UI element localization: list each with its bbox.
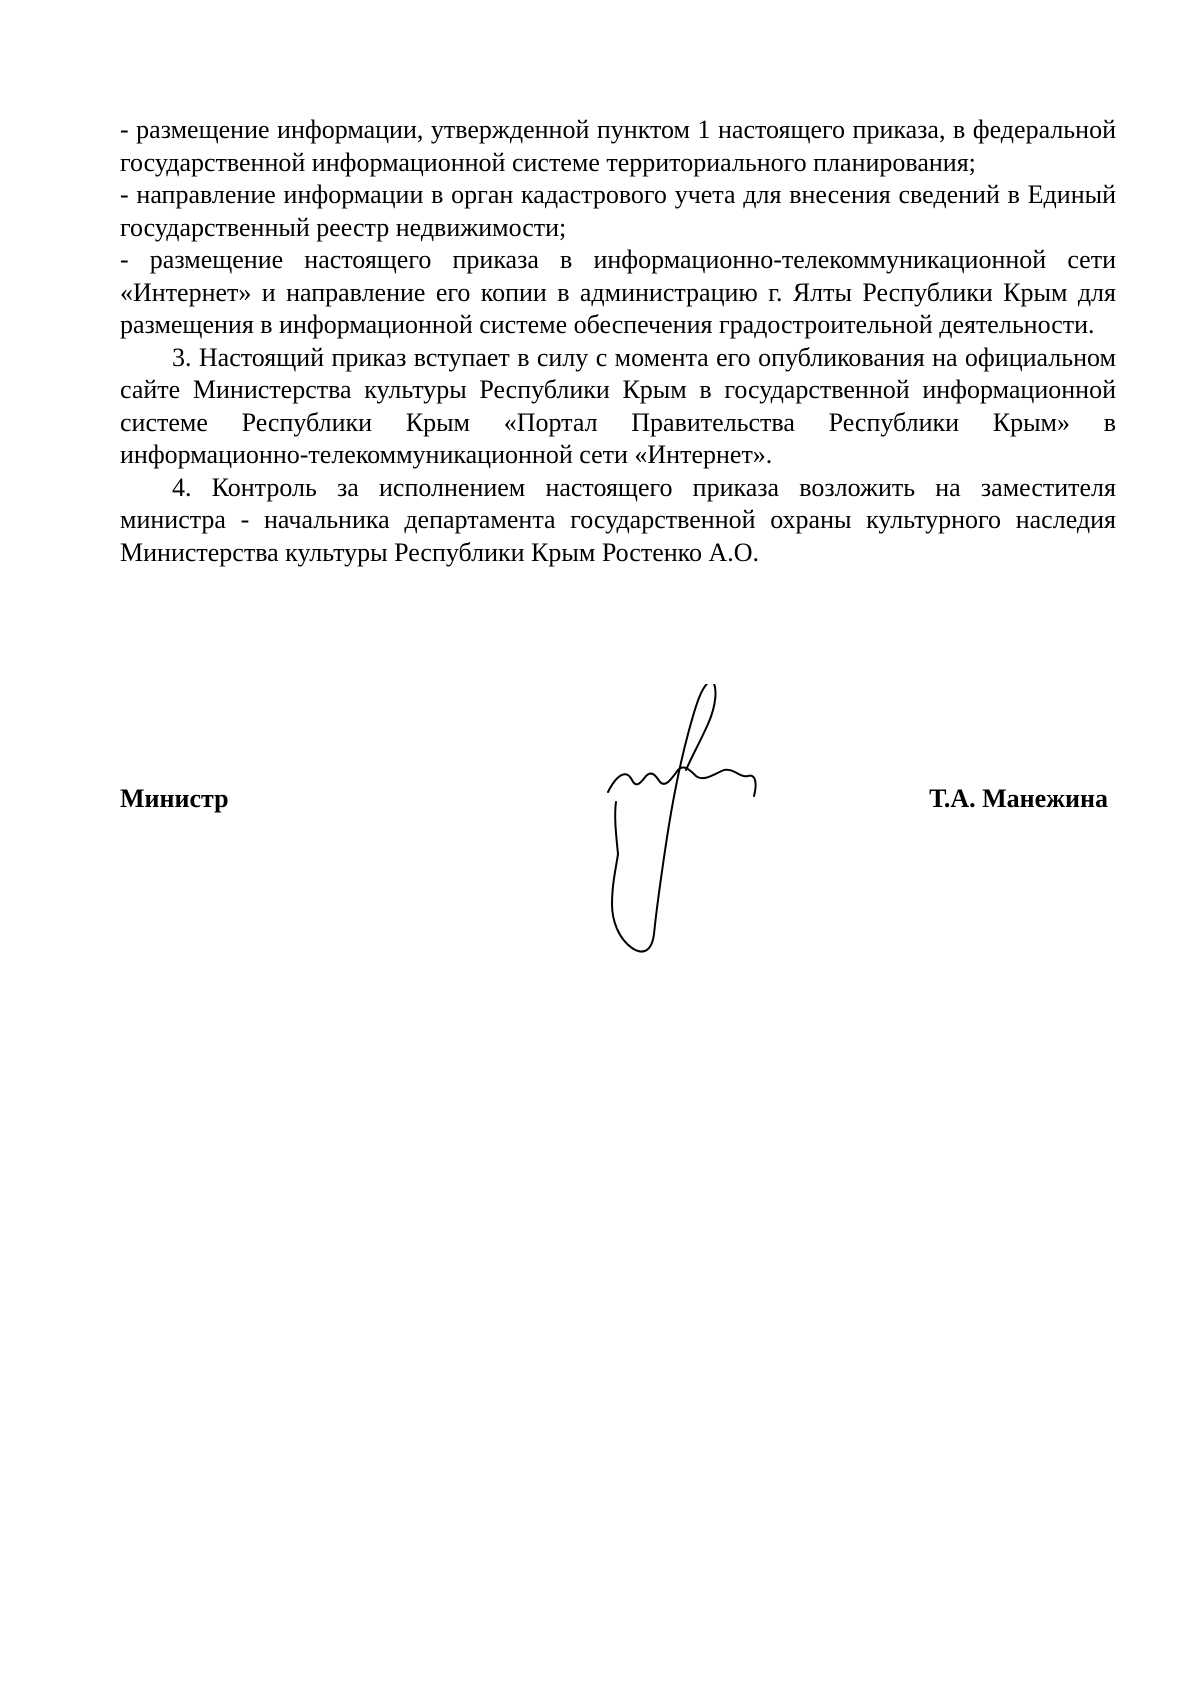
paragraph-item-3: 3. Настоящий приказ вступает в силу с момента его опубликования на официальном сайте Министерства культуры Республики Крым в государственной информационной системе Республики Крым «Портал Правительства Республики Крым» в информационно-телекоммуникационной сети «Интернет».	[120, 342, 1116, 469]
paragraph-item-4: 4. Контроль за исполнением настоящего приказа возложить на заместителя министра - начальника департамента государственной охраны культурного наследия Министерства культуры Республики Крым Ростенко А.О.	[120, 472, 1116, 567]
paragraph-bullet-gisogd-fgis: - размещение информации, утвержденной пунктом 1 настоящего приказа, в федеральной государственной информационной системе территориального планирования;	[120, 115, 1116, 177]
document-body	[120, 114, 1116, 569]
handwritten-signature	[596, 684, 796, 954]
paragraph-bullet-internet: - размещение настоящего приказа в информационно-телекоммуникационной сети «Интернет» и направление его копии в администрацию г. Ялты Республики Крым для размещения в информационной системе обеспечения градостроительной деятельности.	[120, 245, 1116, 339]
signer-name: Т.А. Манежина	[929, 784, 1108, 813]
paragraph-bullet-cadastral: - направление информации в орган кадастрового учета для внесения сведений в Единый государственный реестр недвижимости;	[120, 180, 1116, 242]
signer-position: Министр	[120, 784, 229, 813]
